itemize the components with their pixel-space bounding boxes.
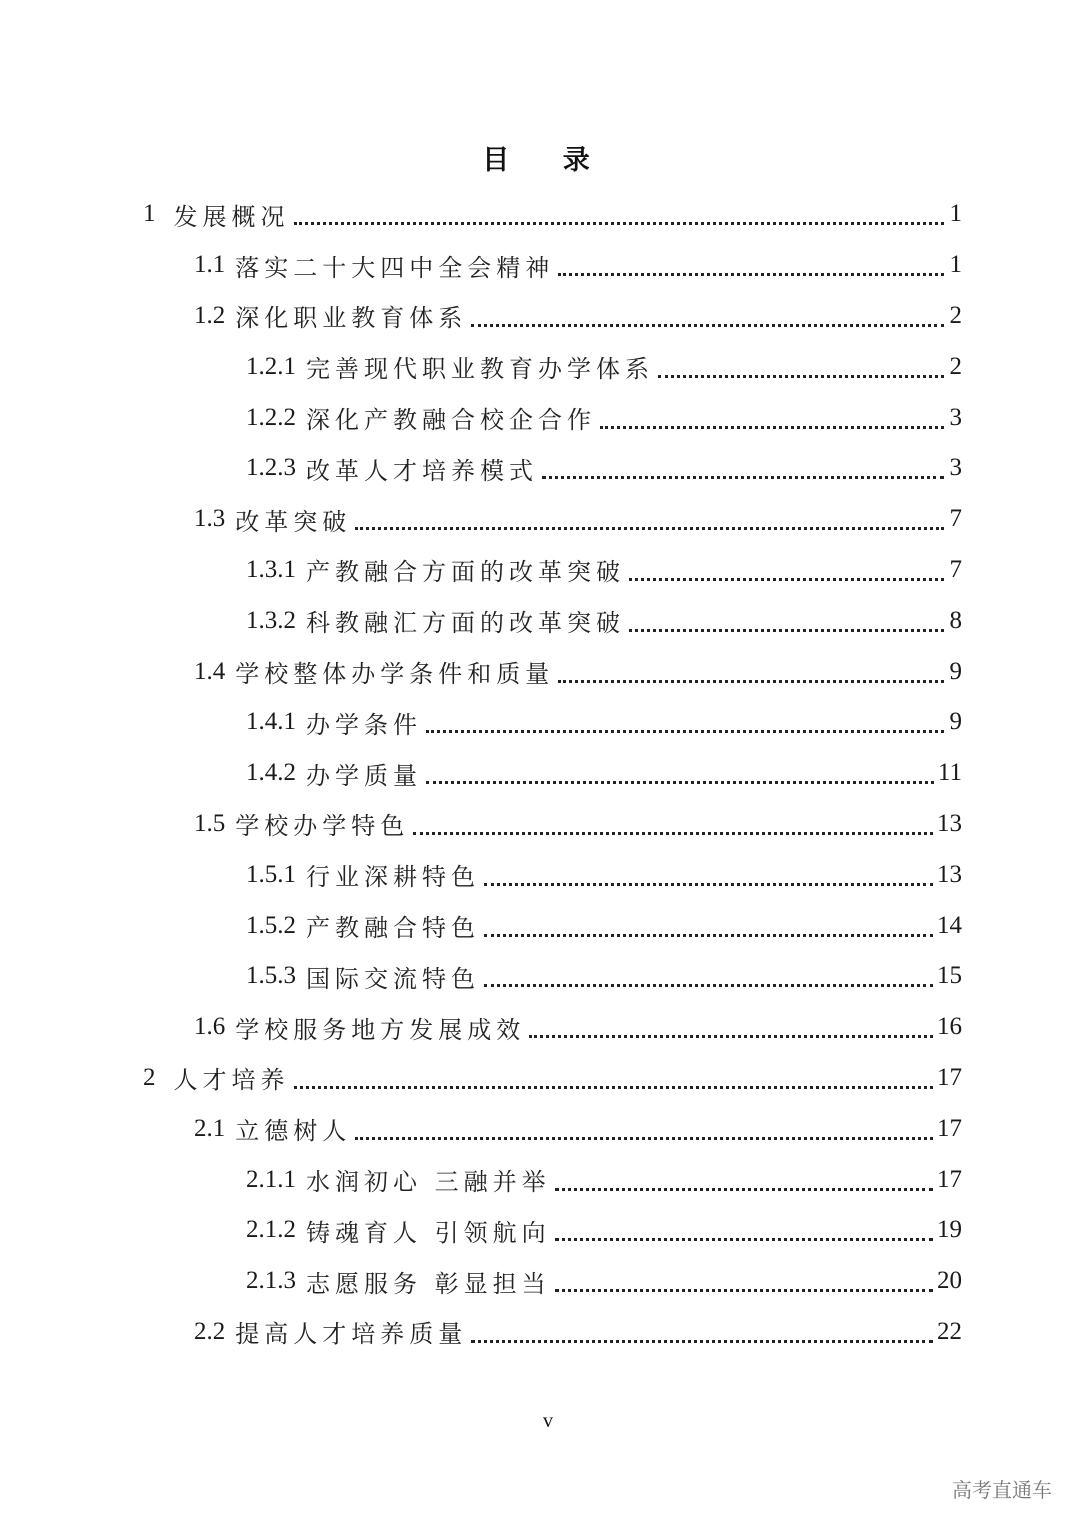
dot-leader bbox=[658, 374, 944, 378]
toc-entry-label: 完善现代职业教育办学体系 bbox=[306, 355, 654, 384]
toc-entry-label: 办学条件 bbox=[306, 710, 422, 739]
toc-entry-number: 1.2.1 bbox=[246, 352, 296, 380]
toc-entry[interactable] bbox=[0, 1002, 1080, 1053]
toc-entry[interactable] bbox=[0, 900, 1080, 951]
toc-entry-label: 学校办学特色 bbox=[235, 812, 410, 841]
toc-entry-label: 深化职业教育体系 bbox=[235, 304, 468, 333]
dot-leader bbox=[294, 1085, 934, 1089]
toc-entry-number: 1 bbox=[143, 200, 156, 228]
dot-leader bbox=[600, 425, 944, 429]
toc-entry[interactable] bbox=[0, 494, 1080, 545]
toc-entry[interactable] bbox=[0, 291, 1080, 342]
toc-entry-number: 1.3 bbox=[194, 505, 226, 533]
toc-entry[interactable] bbox=[0, 595, 1080, 646]
toc-entry[interactable] bbox=[0, 1053, 1080, 1104]
toc-entry-page: 2 bbox=[949, 301, 962, 329]
toc-entry[interactable] bbox=[0, 951, 1080, 1002]
toc-entry-number: 1.6 bbox=[194, 1013, 226, 1041]
table-of-contents bbox=[0, 189, 1080, 1357]
toc-entry-page: 3 bbox=[949, 454, 962, 482]
toc-entry-number: 2 bbox=[143, 1063, 156, 1091]
toc-entry-page: 17 bbox=[937, 1165, 962, 1193]
toc-entry-number: 1.4 bbox=[194, 657, 226, 685]
toc-entry-page: 7 bbox=[949, 555, 962, 583]
footer-page-number: v bbox=[543, 1410, 553, 1432]
toc-entry-page: 1 bbox=[949, 251, 962, 279]
toc-entry-label: 办学质量 bbox=[306, 761, 422, 790]
dot-leader bbox=[629, 628, 944, 632]
toc-entry-label: 行业深耕特色 bbox=[306, 863, 480, 892]
toc-entry[interactable] bbox=[0, 1154, 1080, 1205]
toc-entry-page: 20 bbox=[937, 1267, 962, 1295]
toc-entry[interactable] bbox=[0, 1256, 1080, 1307]
dot-leader bbox=[555, 1187, 933, 1191]
toc-entry-number: 1.2.2 bbox=[246, 403, 296, 431]
toc-entry-label: 铸魂育人 引领航向 bbox=[306, 1218, 551, 1247]
toc-entry[interactable] bbox=[0, 1307, 1080, 1358]
toc-entry-page: 1 bbox=[949, 200, 962, 228]
dot-leader bbox=[471, 323, 944, 327]
page-title: 目 录 bbox=[482, 145, 612, 176]
watermark-text: 高考直通车 bbox=[952, 1478, 1052, 1502]
toc-entry-number: 1.5.2 bbox=[246, 911, 296, 939]
toc-entry-number: 1.2 bbox=[194, 301, 226, 329]
toc-entry-number: 1.5 bbox=[194, 809, 226, 837]
toc-entry-page: 9 bbox=[949, 657, 962, 685]
toc-entry-label: 人才培养 bbox=[173, 1066, 290, 1095]
toc-entry-label: 改革人才培养模式 bbox=[306, 456, 538, 485]
dot-leader bbox=[426, 780, 934, 784]
toc-entry[interactable] bbox=[0, 697, 1080, 748]
dot-leader bbox=[542, 475, 944, 479]
dot-leader bbox=[555, 1237, 933, 1241]
toc-entry[interactable] bbox=[0, 545, 1080, 596]
toc-entry-number: 1.5.3 bbox=[246, 962, 296, 990]
toc-entry-label: 深化产教融合校企合作 bbox=[306, 406, 596, 435]
toc-entry-label: 提高人才培养质量 bbox=[235, 1320, 468, 1349]
toc-entry[interactable] bbox=[0, 189, 1080, 240]
toc-entry[interactable] bbox=[0, 240, 1080, 291]
toc-entry-page: 22 bbox=[937, 1317, 962, 1345]
dot-leader bbox=[484, 983, 933, 987]
dot-leader bbox=[629, 577, 944, 581]
dot-leader bbox=[558, 679, 944, 683]
toc-entry[interactable] bbox=[0, 1205, 1080, 1256]
toc-entry-number: 1.3.2 bbox=[246, 606, 296, 634]
toc-entry-label: 发展概况 bbox=[173, 202, 290, 231]
toc-entry-page: 16 bbox=[937, 1013, 962, 1041]
dot-leader bbox=[555, 1288, 933, 1292]
toc-entry-page: 17 bbox=[937, 1063, 962, 1091]
toc-entry-number: 1.4.1 bbox=[246, 708, 296, 736]
toc-entry-number: 1.1 bbox=[194, 251, 226, 279]
toc-entry-page: 13 bbox=[937, 809, 962, 837]
dot-leader bbox=[471, 1339, 933, 1343]
toc-entry[interactable] bbox=[0, 799, 1080, 850]
toc-entry-page: 9 bbox=[949, 708, 962, 736]
dot-leader bbox=[355, 526, 944, 530]
dot-leader bbox=[484, 882, 933, 886]
dot-leader bbox=[484, 933, 933, 937]
toc-entry-label: 志愿服务 彰显担当 bbox=[306, 1269, 551, 1298]
toc-entry-label: 落实二十大四中全会精神 bbox=[235, 253, 555, 282]
toc-entry[interactable] bbox=[0, 748, 1080, 799]
toc-entry-number: 2.1 bbox=[194, 1114, 226, 1142]
toc-entry[interactable] bbox=[0, 646, 1080, 697]
toc-entry-page: 14 bbox=[937, 911, 962, 939]
toc-entry-page: 17 bbox=[937, 1114, 962, 1142]
toc-entry-page: 8 bbox=[949, 606, 962, 634]
toc-entry-number: 1.4.2 bbox=[246, 759, 296, 787]
toc-entry-label: 产教融合特色 bbox=[306, 914, 480, 943]
toc-entry-page: 19 bbox=[937, 1216, 962, 1244]
toc-entry-label: 水润初心 三融并举 bbox=[306, 1168, 551, 1197]
toc-entry-page: 7 bbox=[949, 505, 962, 533]
toc-entry[interactable] bbox=[0, 1103, 1080, 1154]
toc-entry-label: 学校服务地方发展成效 bbox=[235, 1015, 526, 1044]
toc-entry-label: 科教融汇方面的改革突破 bbox=[306, 609, 625, 638]
dot-leader bbox=[413, 831, 933, 835]
dot-leader bbox=[558, 272, 944, 276]
toc-entry-label: 国际交流特色 bbox=[306, 964, 480, 993]
toc-entry-number: 1.3.1 bbox=[246, 555, 296, 583]
toc-entry-number: 2.1.2 bbox=[246, 1216, 296, 1244]
toc-entry[interactable] bbox=[0, 392, 1080, 443]
toc-entry-page: 15 bbox=[937, 962, 962, 990]
toc-entry-page: 3 bbox=[949, 403, 962, 431]
toc-entry-number: 2.1.3 bbox=[246, 1267, 296, 1295]
toc-entry[interactable] bbox=[0, 849, 1080, 900]
toc-entry-number: 2.2 bbox=[194, 1317, 226, 1345]
toc-entry-page: 2 bbox=[949, 352, 962, 380]
toc-entry-number: 2.1.1 bbox=[246, 1165, 296, 1193]
toc-entry-label: 立德树人 bbox=[235, 1117, 352, 1146]
toc-entry-label: 产教融合方面的改革突破 bbox=[306, 558, 625, 587]
dot-leader bbox=[426, 729, 944, 733]
toc-entry[interactable] bbox=[0, 443, 1080, 494]
toc-entry-number: 1.5.1 bbox=[246, 860, 296, 888]
toc-entry[interactable] bbox=[0, 341, 1080, 392]
toc-entry-page: 11 bbox=[937, 759, 962, 787]
dot-leader bbox=[355, 1136, 933, 1140]
dot-leader bbox=[294, 221, 945, 225]
toc-entry-label: 改革突破 bbox=[235, 507, 352, 536]
toc-entry-page: 13 bbox=[937, 860, 962, 888]
toc-entry-number: 1.2.3 bbox=[246, 454, 296, 482]
dot-leader bbox=[529, 1034, 933, 1038]
toc-entry-label: 学校整体办学条件和质量 bbox=[235, 660, 555, 689]
